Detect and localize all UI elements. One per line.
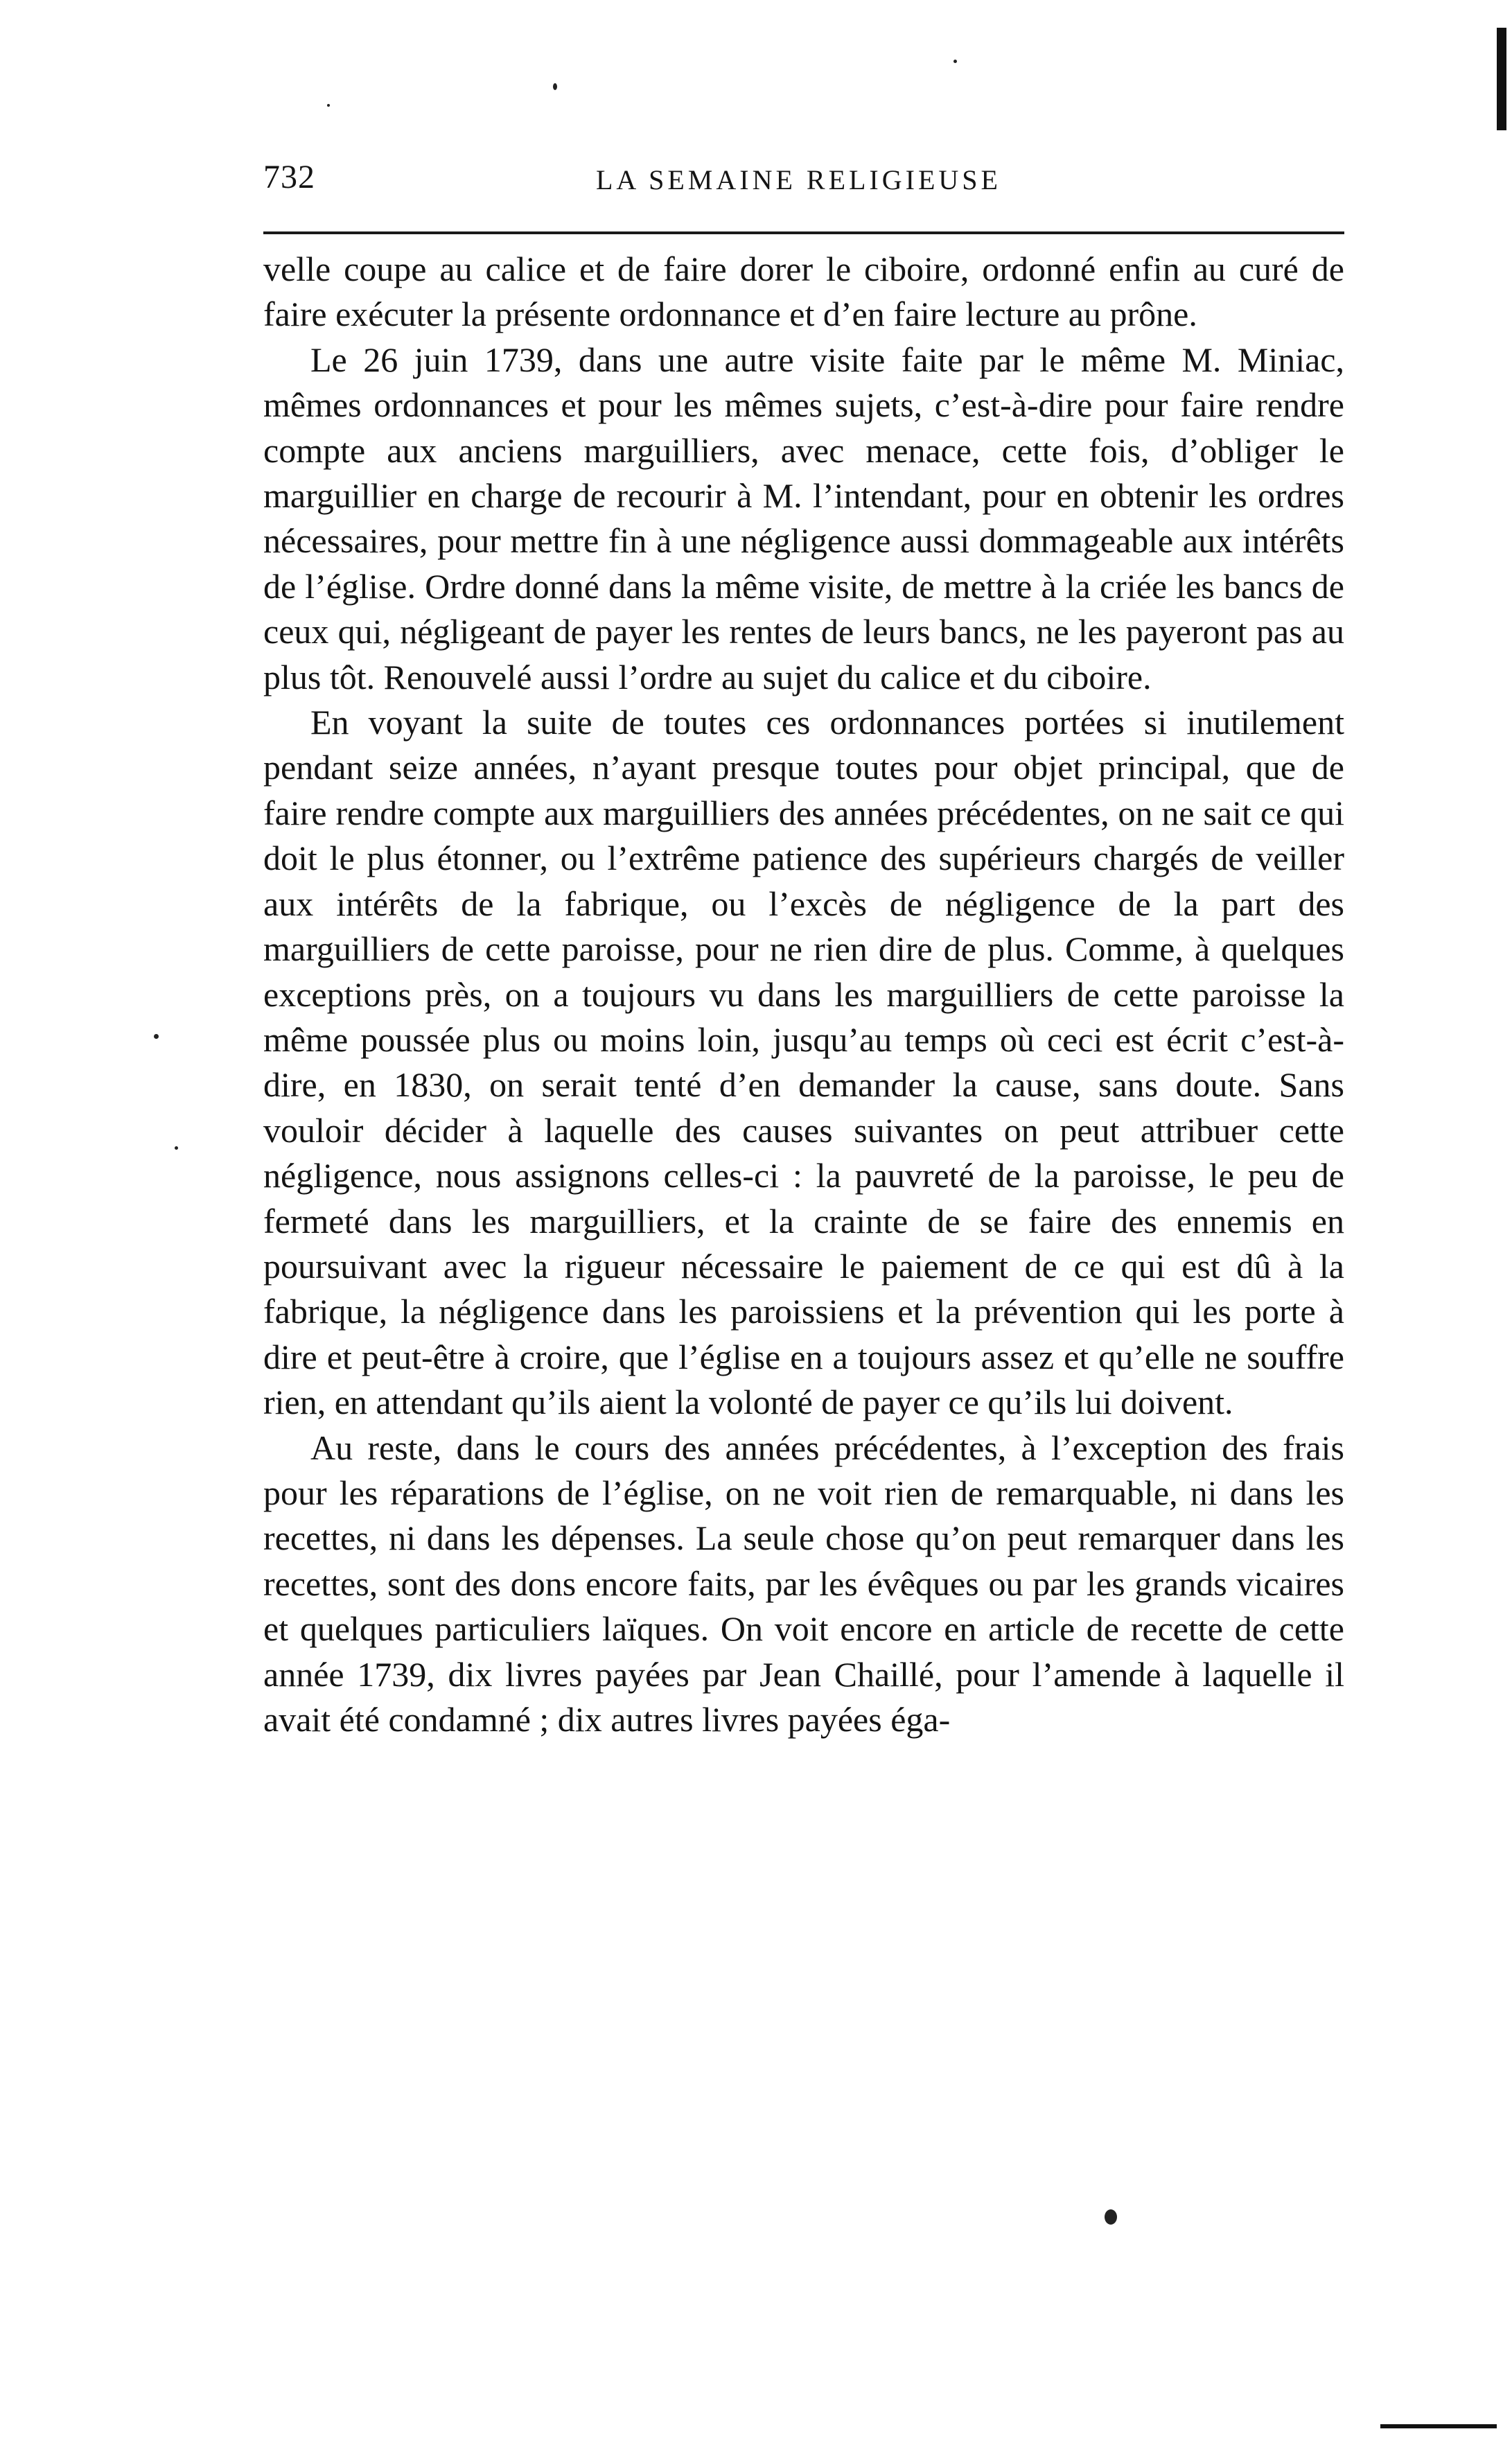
scan-speck — [953, 60, 957, 63]
paragraph-4: Au reste, dans le cours des années précédentes, à l’exception des frais pour les réparations de l’église, on ne voit rien de remarquable, ni dans les recettes, ni dans les dépenses. La seule chose qu’on peut remarquer dans les recettes, sont des dons encore faits, par les évêques ou par les grands vicaires et quelques particuliers laïques. On voit encore en article de recette de cette année 1739, dix livres payées par Jean Chaillé, pour l’amende à laquelle il avait été condamné ; dix autres livres payées éga- — [263, 1428, 1344, 1739]
scan-edge — [1497, 28, 1506, 130]
header-rule — [263, 231, 1344, 234]
scan-speck — [553, 83, 557, 90]
page-header — [263, 158, 1344, 207]
scan-edge — [1380, 2424, 1497, 2428]
paragraph-2: Le 26 juin 1739, dans une autre visite faite par le même M. Miniac, mêmes ordonnances et pour les mêmes sujets, c’est-à-dire pour faire rendre compte aux anciens marguilliers, avec menace, cette fois, d’obliger le marguillier en charge de recourir à M. l’intendant, pour en obtenir les ordres nécessaires, pour mettre fin à une négligence aussi dommageable aux intérêts de l’église. Ordre donné dans la même visite, de mettre à la criée les bancs de ceux qui, négligeant de payer les rentes de leurs bancs, ne les payeront pas au plus tôt. Renouvelé aussi l’ordre au sujet du calice et du ciboire. — [263, 340, 1344, 696]
scan-speck — [327, 104, 330, 107]
ink-dot — [1105, 2209, 1117, 2225]
paragraph-3: En voyant la suite de toutes ces ordonnances portées si inutilement pendant seize années, n’ayant presque toutes pour objet principal, que de faire rendre compte aux marguilliers des années précédentes, on ne sait ce qui doit le plus étonner, ou l’extrême patience des supérieurs chargés de veiller aux intérêts de la fabrique, ou l’excès de négligence de la part des marguilliers de cette paroisse, pour ne rien dire de plus. Comme, à quelques exceptions près, on a toujours vu dans les marguilliers de cette paroisse la même poussée plus ou moins loin, jusqu’au temps où ceci est écrit c’est-à-dire, en 1830, on serait tenté d’en demander la cause, sans doute. Sans vouloir décider à laquelle des causes suivantes on peut attribuer cette négligence, nous assignons celles-ci : la pauvreté de la paroisse, le peu de fermeté dans les marguilliers, et la crainte de se faire des ennemis en poursuivant avec la rigueur nécessaire le paiement de ce qui est dû à la fabrique, la négligence dans les paroissiens et la prévention qui les porte à dire et peut-être à croire, que l’église en a toujours assez et qu’elle ne souffre rien, en attendant qu’ils aient la volonté de payer ce qu’ils lui doivent. — [263, 703, 1344, 1422]
page-number: 732 — [263, 159, 315, 195]
scan-speck — [175, 1146, 178, 1150]
body-text — [263, 247, 1344, 1742]
scan-speck — [154, 1034, 159, 1039]
paragraph-1: velle coupe au calice et de faire dorer le ciboire, ordonné enfin au curé de faire exécuter la présente ordonnance et d’en faire lecture au prône. — [263, 249, 1344, 334]
running-title: LA SEMAINE RELIGIEUSE — [596, 164, 1001, 195]
